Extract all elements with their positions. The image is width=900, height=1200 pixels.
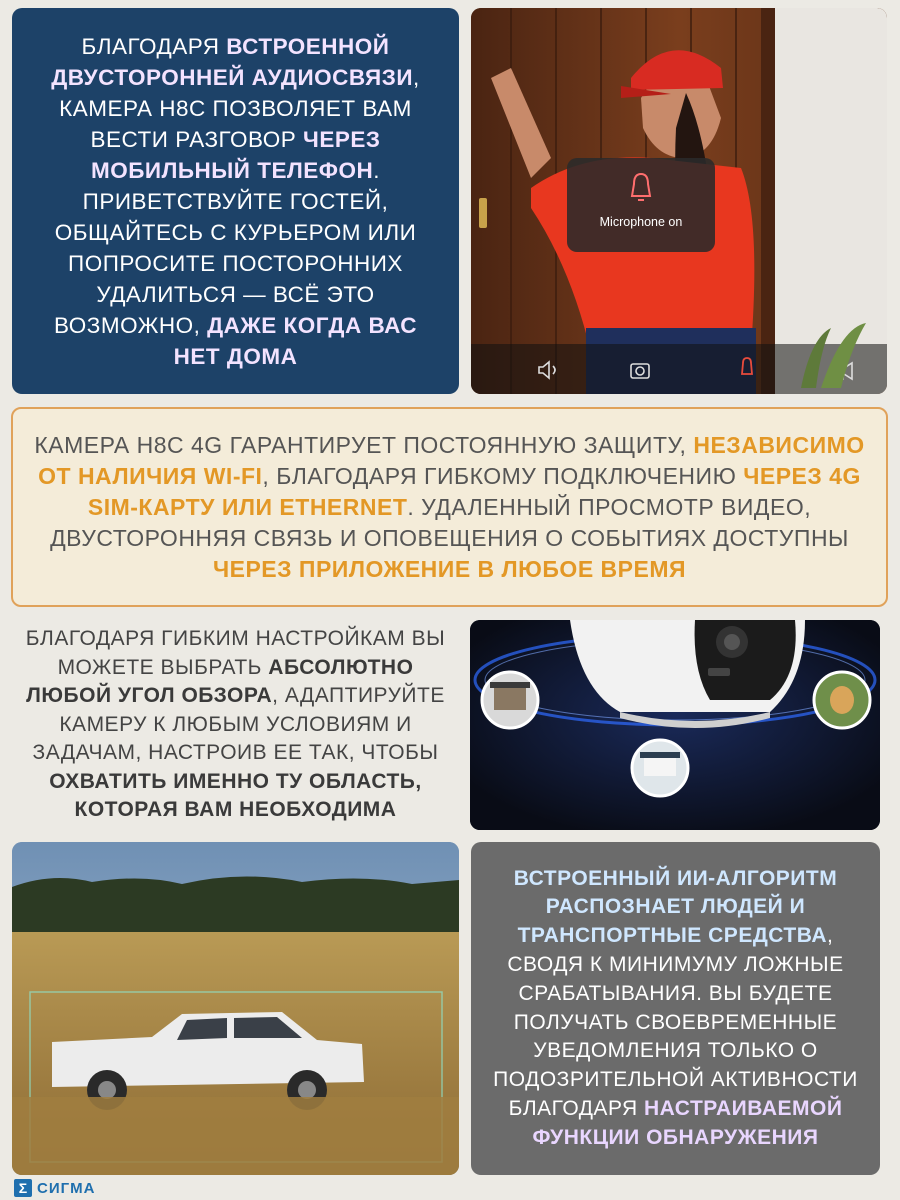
- ai-detection-text: ВСТРОЕННЫЙ ИИ-АЛГОРИТМ РАСПОЗНАЕТ ЛЮДЕЙ И ТРАНСПОРТНЫЕ СРЕДСТВА, СВОДЯ К МИНИМУМУ ЛОЖНЫЕ СРАБАТЫВАНИЯ. ВЫ БУДЕТЕ ПОЛУЧАТЬ СВОЕВРЕМЕННЫЕ УВЕДОМЛЕНИЯ ТОЛЬКО О ПОДОЗРИТЕЛЬНОЙ АКТИВНОСТИ БЛАГОДАРЯ НАСТРАИВАЕМОЙ ФУНКЦИИ ОБНАРУЖЕНИЯ: [493, 866, 858, 1149]
- courier-door-photo: [471, 8, 887, 394]
- highlight-custom-detection: НАСТРАИВАЕМОЙ ФУНКЦИИ ОБНАРУЖЕНИЯ: [532, 1096, 843, 1149]
- 4g-connectivity-panel: [11, 407, 888, 607]
- truck-field-illustration: [12, 842, 459, 1175]
- highlight-not-home: ДАЖЕ КОГДА ВАС НЕТ ДОМА: [173, 312, 418, 369]
- brand-logo: [14, 1178, 95, 1198]
- camera-rotation-illustration: [470, 620, 880, 830]
- view-angle-text: БЛАГОДАРЯ ГИБКИМ НАСТРОЙКАМ ВЫ МОЖЕТЕ ВЫБРАТЬ АБСОЛЮТНО ЛЮБОЙ УГОЛ ОБЗОРА, АДАПТИРУЙТЕ КАМЕРУ К ЛЮБЫМ УСЛОВИЯМ И ЗАДАЧАМ, НАСТРОИВ ЕЕ ТАК, ЧТОБЫ ОХВАТИТЬ ИМЕННО ТУ ОБЛАСТЬ, КОТОРАЯ ВАМ НЕОБХОДИМА: [25, 627, 446, 822]
- highlight-any-angle: АБСОЛЮТНО ЛЮБОЙ УГОЛ ОБЗОРА: [26, 655, 414, 708]
- audio-feature-text: БЛАГОДАРЯ ВСТРОЕННОЙ ДВУСТОРОННЕЙ АУДИОСВЯЗИ, КАМЕРА H8C ПОЗВОЛЯЕТ ВАМ ВЕСТИ РАЗГОВОР ЧЕРЕЗ МОБИЛЬНЫЙ ТЕЛЕФОН. ПРИВЕТСТВУЙТЕ ГОСТЕЙ, ОБЩАЙТЕСЬ С КУРЬЕРОМ ИЛИ ПОПРОСИТЕ ПОСТОРОННИХ УДАЛИТЬСЯ — ВСЁ ЭТО ВОЗМОЖНО, ДАЖЕ КОГДА ВАС НЕТ ДОМА: [51, 33, 420, 369]
- highlight-app-anytime: ЧЕРЕЗ ПРИЛОЖЕНИЕ В ЛЮБОЕ ВРЕМЯ: [212, 555, 687, 582]
- highlight-4g-sim: ЧЕРЕЗ 4G SIM-КАРТУ ИЛИ ETHERNET: [87, 462, 861, 520]
- highlight-coverage-area: ОХВАТИТЬ ИМЕННО ТУ ОБЛАСТЬ, КОТОРАЯ ВАМ НЕОБХОДИМА: [49, 769, 422, 822]
- highlight-mobile-phone: ЧЕРЕЗ МОБИЛЬНЫЙ ТЕЛЕФОН: [90, 126, 381, 183]
- highlight-two-way-audio: ВСТРОЕННОЙ ДВУСТОРОННЕЙ АУДИОСВЯЗИ: [51, 33, 413, 90]
- mic-on-label: Microphone on: [599, 215, 683, 229]
- sigma-logo-icon: Σ: [14, 1179, 32, 1197]
- highlight-ai-recognition: ВСТРОЕННЫЙ ИИ-АЛГОРИТМ РАСПОЗНАЕТ ЛЮДЕЙ И ТРАНСПОРТНЫЕ СРЕДСТВА: [513, 866, 838, 948]
- 4g-connectivity-text: КАМЕРА H8C 4G ГАРАНТИРУЕТ ПОСТОЯННУЮ ЗАЩИТУ, НЕЗАВИСИМО ОТ НАЛИЧИЯ WI-FI, БЛАГОДАРЯ ГИБКОМУ ПОДКЛЮЧЕНИЮ ЧЕРЕЗ 4G SIM-КАРТУ ИЛИ ETHERNET. УДАЛЕННЫЙ ПРОСМОТР ВИДЕО, ДВУСТОРОННЯЯ СВЯЗЬ И ОПОВЕЩЕНИЯ О СОБЫТИЯХ ДОСТУПНЫ ЧЕРЕЗ ПРИЛОЖЕНИЕ В ЛЮБОЕ ВРЕМЯ: [34, 431, 865, 582]
- view-angle-panel: [12, 620, 459, 830]
- truck-field-photo: [12, 842, 459, 1175]
- camera-rotation-photo: [470, 620, 880, 830]
- ai-detection-panel: [471, 842, 880, 1175]
- highlight-no-wifi: НЕЗАВИСИМО ОТ НАЛИЧИЯ WI-FI: [38, 431, 865, 489]
- brand-name: СИГМА: [37, 1179, 96, 1197]
- courier-door-illustration: [471, 8, 887, 394]
- audio-feature-panel: [12, 8, 459, 394]
